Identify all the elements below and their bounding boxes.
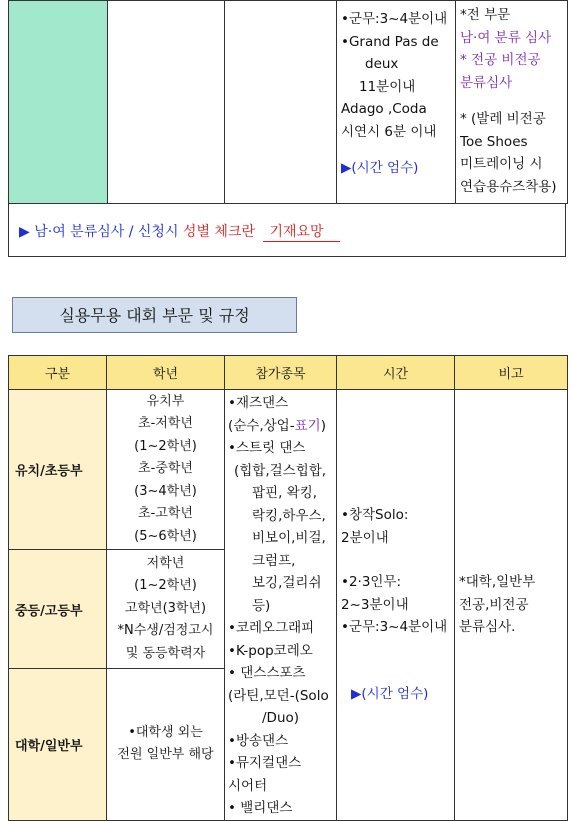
event-line: •방송댄스 <box>228 732 289 749</box>
remark-line: *전 부문 <box>460 7 511 23</box>
category-cell: 중등/고등부 <box>9 549 107 668</box>
time-line: 11분이내 <box>359 78 416 95</box>
event-line: 비보이,비걸, <box>252 530 326 546</box>
remark-line: *대학,일반부 <box>459 574 536 590</box>
event-line: •K-pop코레오 <box>228 642 313 659</box>
grade-line: (1~2학년) <box>134 578 197 594</box>
event-line: •뮤지컬댄스 <box>228 755 302 771</box>
grade-line: 초-중학년 <box>138 461 193 477</box>
time-line: •Grand Pas de <box>341 33 439 50</box>
remark-line: * 전공 비전공 <box>460 52 541 68</box>
event-line: 보깅,걸리쉬 <box>252 575 322 591</box>
header-grade: 학년 <box>107 356 225 390</box>
grade-line: (3~4학년) <box>134 483 197 499</box>
remark-line: 미트레이닝 시 <box>460 156 543 172</box>
notice-underline <box>263 221 339 242</box>
top-table <box>8 0 568 204</box>
top-cell-colored <box>9 1 108 204</box>
grade-line: 전원 일반부 해당 <box>117 747 214 763</box>
remarks-cell <box>455 390 568 821</box>
grade-line: 초-저학년 <box>138 416 193 432</box>
grade-cell <box>107 390 225 550</box>
grade-line: 및 동등학력자 <box>125 645 206 661</box>
category-cell: 대학/일반부 <box>9 669 107 820</box>
remark-line: 분류심사 <box>460 74 513 91</box>
header-events: 참가종목 <box>225 356 337 390</box>
header-time: 시간 <box>337 356 455 390</box>
grade-cell <box>107 549 225 668</box>
event-line: •재즈댄스 <box>228 395 289 411</box>
event-line: • 댄스스포츠 <box>228 665 306 681</box>
time-line: •2·3인무: <box>341 574 402 591</box>
event-line: • 밸리댄스 <box>228 800 293 816</box>
events-cell <box>225 390 337 821</box>
header-category: 구분 <box>9 356 107 390</box>
time-line: •군무:3~4분이내 <box>341 619 448 636</box>
arrow-icon: ▶ <box>19 224 30 240</box>
notice-required: 기재요망 <box>269 224 324 240</box>
grade-line: •대학생 외는 <box>128 724 203 740</box>
grade-line: 고학년(3학년) <box>124 600 207 616</box>
remark-line: 전공,비전공 <box>459 596 529 613</box>
grade-cell <box>107 669 225 820</box>
grade-line: (1~2학년) <box>134 438 197 454</box>
remark-line: 남·여 분류 심사 <box>460 29 552 46</box>
remark-line: * (발레 비전공 <box>460 111 546 127</box>
time-line: 2~3분이내 <box>341 596 409 613</box>
event-line: (라틴,모던-(Solo <box>228 687 329 704</box>
event-line: 락킹,하우스, <box>252 507 326 524</box>
event-line: •스트릿 댄스 <box>228 440 306 456</box>
remark-line: 연습용슈즈착용) <box>460 178 557 195</box>
time-line: deux <box>365 56 399 72</box>
event-line: 시어터 <box>228 777 268 794</box>
time-line <box>341 549 454 571</box>
top-cell-time <box>337 1 456 204</box>
time-line: 2분이내 <box>341 529 389 546</box>
event-line: 등) <box>252 597 271 614</box>
grade-line: 저학년 <box>146 555 185 571</box>
event-line: 크럼프, <box>252 552 296 569</box>
time-strict-note: ▶(시간 엄수) <box>341 160 419 176</box>
grade-line: *N수생/검정고시 <box>117 623 214 639</box>
time-line: •창작Solo: <box>341 507 409 524</box>
event-line: (힙합,걸스힙합, <box>234 462 327 479</box>
event-line: (순수,상업-표기) <box>228 417 326 434</box>
competition-table <box>8 355 568 821</box>
time-strict-note: ▶(시간 엄수) <box>351 685 429 702</box>
time-line: •군무:3~4분이내 <box>341 11 448 27</box>
time-line: 시연시 6분 이내 <box>341 123 437 140</box>
remark-line: 분류심사. <box>459 619 516 635</box>
top-cell-empty-1 <box>108 1 225 204</box>
time-line <box>341 639 454 661</box>
notice-box <box>8 203 566 257</box>
event-line: •코레오그래피 <box>228 620 315 636</box>
grade-line: 초-고학년 <box>138 506 193 522</box>
grade-line: (5~6학년) <box>134 528 197 544</box>
event-line: /Duo) <box>262 710 300 726</box>
top-cell-remarks <box>456 1 568 204</box>
event-line: 팝핀, 왁킹, <box>252 485 318 501</box>
header-remarks: 비고 <box>455 356 568 390</box>
top-cell-empty-2 <box>225 1 337 204</box>
grade-line: 유치부 <box>146 393 185 409</box>
notice-text: 남·여 분류심사 / 신청시 <box>29 224 183 240</box>
notice-highlight: 성별 체크란 <box>182 224 255 240</box>
time-line <box>341 661 454 683</box>
category-cell: 유치/초등부 <box>9 390 107 550</box>
remark-line: Toe Shoes <box>460 133 528 150</box>
section-heading: 실용무용 대회 부문 및 규정 <box>12 297 297 333</box>
time-line: Adago ,Coda <box>341 101 427 117</box>
time-cell <box>337 390 455 821</box>
